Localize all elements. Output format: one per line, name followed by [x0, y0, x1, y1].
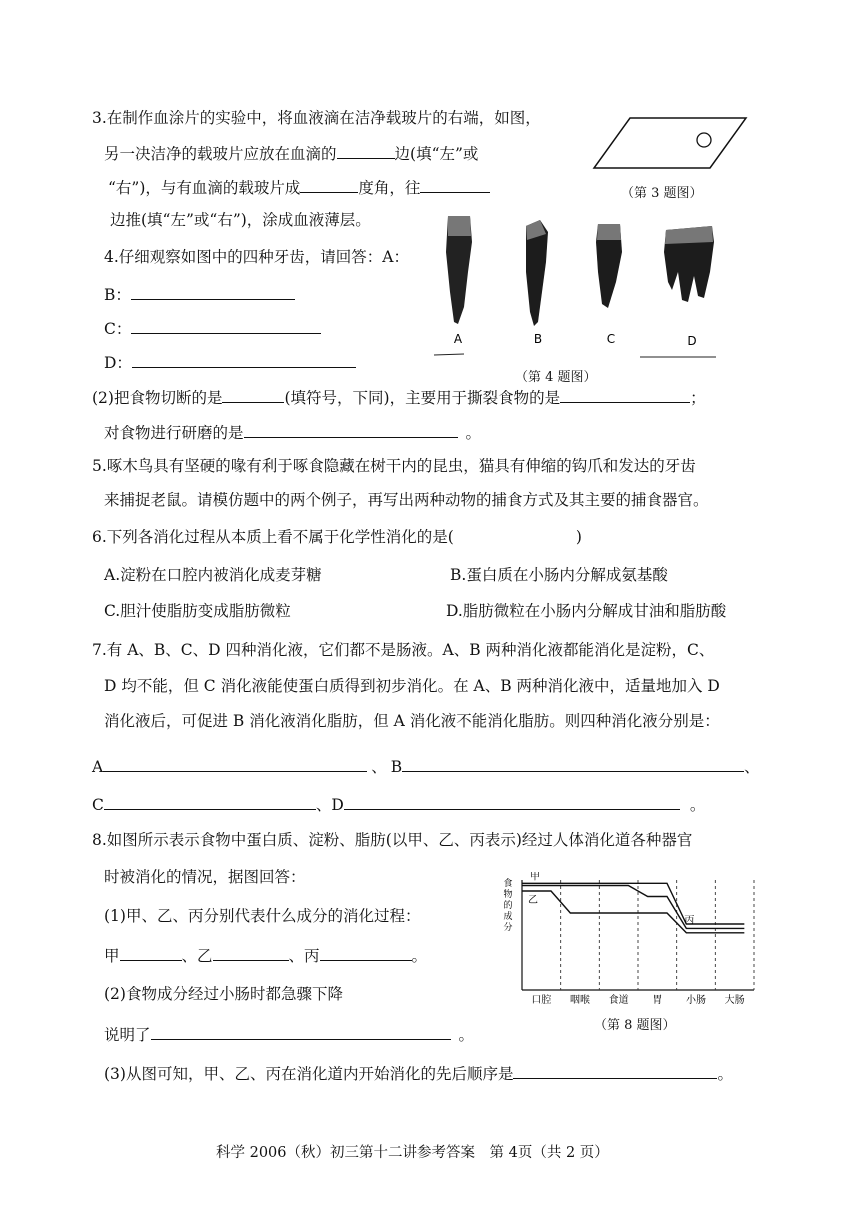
- q6-option-b: B.蛋白质在小肠内分解成氨基酸: [450, 566, 668, 584]
- q7-label-c: C: [92, 796, 104, 814]
- chart-ylabel-char-5: 分: [503, 923, 513, 933]
- q6-close-paren: ): [575, 528, 582, 546]
- q7-end-1: 、: [744, 758, 760, 776]
- q6-option-a: A.淀粉在口腔内被消化成麦芽糖: [104, 566, 322, 584]
- q8-blank-order[interactable]: [513, 1062, 717, 1079]
- q7-sep-2: 、D: [315, 796, 344, 814]
- q4-text-2b: (填符号，下同)，主要用于撕裂食物的是: [284, 389, 561, 407]
- q7-sep-1: 、: [371, 758, 387, 776]
- q8-line-1: 8.如图所示表示食物中蛋白质、淀粉、脂肪(以甲、乙、丙表示)经过人体消化道各种器官: [92, 831, 693, 849]
- q3-figure-caption: （第 3 题图）: [621, 186, 703, 201]
- q8-line-2: 时被消化的情况，据图回答：: [104, 868, 306, 886]
- q3-line-2: [104, 142, 478, 164]
- q8-end-2: 。: [458, 1026, 475, 1044]
- q4-blank-cut[interactable]: [222, 386, 284, 403]
- tooth-label-a: A: [453, 332, 463, 346]
- tooth-label-c: C: [606, 332, 616, 346]
- q3-text-2a: 另一决洁净的载玻片应放在血滴的: [104, 145, 337, 163]
- chart-tick-label: 小肠: [686, 995, 706, 1006]
- glass-slide-shape: [594, 118, 746, 168]
- q4-text-3a: 对食物进行研磨的是: [104, 424, 244, 442]
- tooth-c-shape: [596, 224, 622, 308]
- q8-sub-1-answers: [104, 944, 427, 966]
- q8-blank-yi[interactable]: [213, 944, 289, 961]
- q4-blank-c[interactable]: [131, 317, 321, 334]
- q3-line-4: 边推(填“左”或“右”)，涂成血液薄层。: [110, 211, 371, 229]
- q8-label-jia: 甲: [104, 947, 120, 965]
- chart-tick-label: 咽喉: [570, 995, 590, 1006]
- chart-series-line-2: [522, 891, 744, 933]
- chart-series-line-3: [522, 886, 744, 929]
- q5-line-1: 5.啄木鸟具有坚硬的喙有利于啄食隐藏在树干内的昆虫，猫具有伸缩的钩爪和发达的牙齿: [92, 457, 696, 475]
- q8-blank-jia[interactable]: [120, 944, 182, 961]
- q8-label-yi: 、乙: [181, 947, 213, 965]
- chart-series-name-1: 甲: [530, 872, 540, 883]
- q4-blank-grind[interactable]: [244, 421, 458, 438]
- q8-sub-2: (2)食物成分经过小肠时都急骤下降: [104, 985, 343, 1003]
- q3-blank-direction[interactable]: [420, 176, 490, 193]
- q8-sub-2-answer: [104, 1023, 474, 1045]
- q6-stem: [92, 527, 582, 547]
- chart-series-name-2: 乙: [528, 895, 538, 906]
- q7-label-b: B: [390, 758, 403, 776]
- q7-line-2: D 均不能，但 C 消化液能使蛋白质得到初步消化。在 A、B 两种消化液中，适量地加入 D: [104, 677, 720, 695]
- q5-line-2: 来捕捉老鼠。请模仿题中的两个例子，再写出两种动物的捕食方式及其主要的捕食器官。: [104, 491, 709, 509]
- q7-blank-d[interactable]: [344, 793, 680, 810]
- q7-line-1: 7.有 A、B、C、D 四种消化液，它们都不是肠液。A、B 两种消化液都能消化是淀粉，C、: [92, 641, 715, 659]
- q4-line-3: [104, 421, 481, 443]
- chart-series-name-3: 丙: [684, 915, 695, 927]
- q4-text-2c: ；: [690, 389, 706, 407]
- q8-end-1: 。: [411, 947, 428, 965]
- q7-blank-b[interactable]: [402, 755, 744, 772]
- q4-line-2: [92, 386, 706, 408]
- q4-blank-b[interactable]: [131, 283, 295, 300]
- q4-line-1: 4.仔细观察如图中的四种牙齿，请回答：A：: [104, 248, 409, 266]
- q7-line-ab: [92, 755, 760, 777]
- q3-blank-angle[interactable]: [300, 176, 358, 193]
- digestion-chart: [502, 872, 764, 1012]
- chart-ylabel-char-2: 物: [503, 890, 513, 900]
- q3-text-2b: 边(填“左”或: [394, 145, 479, 163]
- q6-option-d: D.脂肪微粒在小肠内分解成甘油和脂肪酸: [446, 602, 727, 620]
- tooth-d-shape: [664, 226, 714, 302]
- q3-text-3a: “右”)，与有血滴的载玻片成: [108, 179, 301, 197]
- teeth-base-line-left: [434, 354, 464, 355]
- q7-blank-a[interactable]: [103, 755, 367, 772]
- q3-blank-side[interactable]: [337, 142, 395, 159]
- chart-tick-label: 口腔: [531, 995, 552, 1006]
- tooth-b-shape: [526, 220, 548, 326]
- q4-line-d: [104, 351, 356, 373]
- q8-blank-explain[interactable]: [151, 1023, 451, 1040]
- q4-text-3b: 。: [465, 424, 482, 442]
- chart-tick-label: 胃: [652, 995, 663, 1006]
- q7-blank-c[interactable]: [104, 793, 316, 810]
- chart-tick-label: 大肠: [724, 995, 745, 1006]
- tooth-label-d: D: [687, 334, 697, 348]
- blood-drop-circle: [697, 133, 711, 147]
- chart-series-line-1: [522, 883, 744, 927]
- q4-line-c: [104, 317, 321, 339]
- q4-line-b: [104, 283, 295, 305]
- q4-blank-tear[interactable]: [560, 386, 690, 403]
- q4-label-d: D：: [104, 354, 132, 372]
- chart-ylabel-char-4: 成: [503, 912, 513, 922]
- q8-label-explain: 说明了: [104, 1026, 151, 1044]
- q4-figure-caption: （第 4 题图）: [515, 370, 597, 385]
- chart-ylabel-char-1: 食: [503, 879, 513, 889]
- chart-tick-label: 食道: [608, 995, 629, 1006]
- q7-line-3: 消化液后，可促进 B 消化液消化脂肪，但 A 消化液不能消化脂肪。则四种消化液分别是：: [104, 712, 720, 730]
- q6-option-c: C.胆汁使脂肪变成脂肪微粒: [104, 602, 291, 620]
- q8-sub-3-text: (3)从图可知，甲、乙、丙在消化道内开始消化的先后顺序是: [104, 1065, 514, 1083]
- tooth-a-shape: [446, 216, 472, 324]
- q4-label-b: B：: [104, 286, 131, 304]
- q7-end-2: 。: [689, 796, 706, 814]
- q3-text-3b: 度角，往: [358, 179, 421, 197]
- q8-figure-caption: （第 8 题图）: [594, 1018, 676, 1033]
- q7-line-cd: [92, 793, 705, 815]
- slide-figure: [590, 112, 760, 174]
- q8-sub-3: [104, 1062, 733, 1084]
- q4-label-c: C：: [104, 320, 132, 338]
- page-footer: 科学 2006（秋）初三第十二讲参考答案 第 4页（共 2 页）: [216, 1145, 609, 1161]
- q4-blank-d[interactable]: [132, 351, 356, 368]
- q8-sub-1: (1)甲、乙、丙分别代表什么成分的消化过程：: [104, 907, 421, 925]
- q7-label-a: A: [92, 758, 104, 776]
- q8-blank-bing[interactable]: [320, 944, 412, 961]
- q3-line-3: [108, 176, 490, 198]
- q4-text-2a: (2)把食物切断的是: [92, 389, 223, 407]
- q8-end-3: 。: [717, 1065, 733, 1083]
- tooth-label-b: B: [533, 332, 543, 346]
- q3-line-1: 3.在制作血涂片的实验中，将血液滴在洁净载玻片的右端，如图，: [92, 109, 541, 127]
- q8-label-bing: 、丙: [288, 947, 320, 965]
- chart-ylabel-char-3: 的: [503, 901, 513, 911]
- teeth-figure: [430, 212, 722, 370]
- q6-stem-text: 6.下列各消化过程从本质上看不属于化学性消化的是(: [92, 528, 454, 546]
